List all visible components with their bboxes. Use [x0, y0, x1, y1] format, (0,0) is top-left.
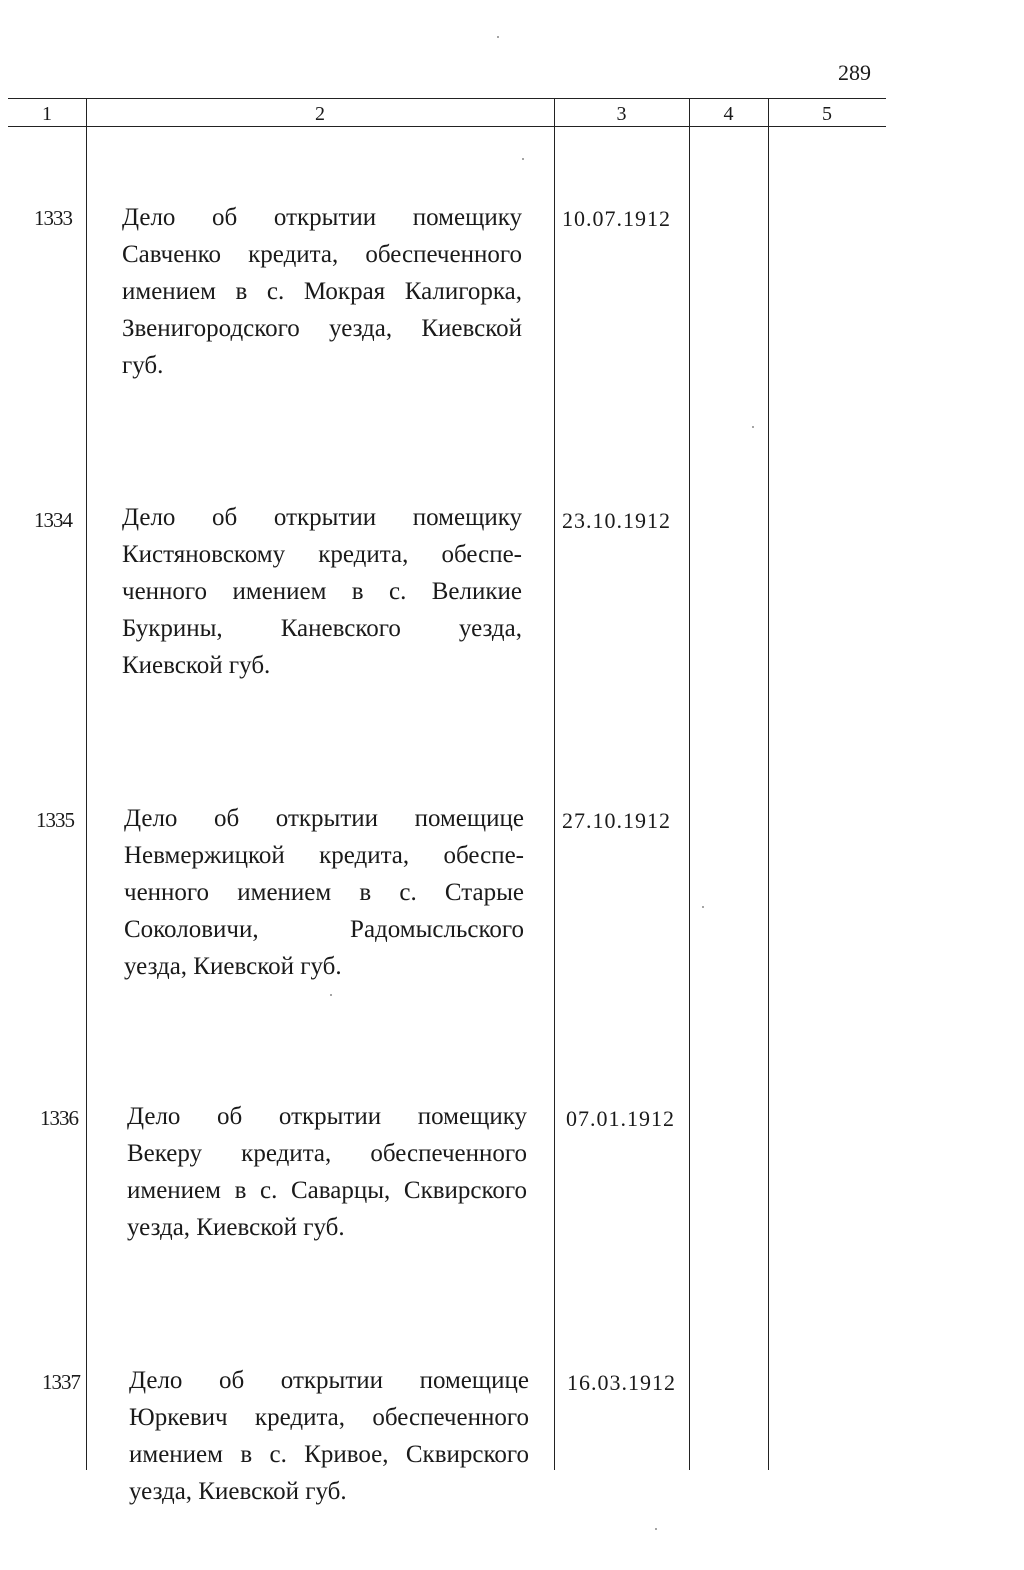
description-line: Дело об открытии помещице [124, 805, 524, 832]
page-number: 289 [838, 60, 871, 85]
description-line: Дело об открытии помещику [127, 1103, 527, 1130]
description-line: губ. [122, 352, 164, 379]
description-line: Дело об открытии помещику [122, 504, 522, 531]
column-header-1: 1 [42, 103, 52, 125]
description-line: Дело об открытии помещику [122, 204, 522, 231]
description-line: Векеру кредита, обеспеченного [127, 1140, 527, 1167]
record-description [124, 800, 524, 985]
description-line: Букрины, Каневского уезда, [122, 615, 522, 642]
record-description [122, 499, 522, 684]
description-line: Невмержицкой кредита, обеспе- [124, 842, 524, 869]
record-number: 1334 [34, 508, 72, 532]
record-description [129, 1362, 529, 1510]
column-header-3: 3 [616, 103, 627, 125]
description-line: Соколовичи, Радомысльского [124, 916, 524, 943]
record-number: 1336 [40, 1106, 78, 1130]
column-divider-1 [86, 98, 87, 1470]
scan-speck [752, 426, 754, 428]
column-divider-2 [554, 98, 555, 1470]
column-divider-3 [689, 98, 690, 1470]
description-line: Кистяновскому кредита, обеспе- [122, 541, 522, 568]
description-line: имением в с. Кривое, Сквирского [129, 1441, 529, 1468]
description-line: Дело об открытии помещице [129, 1367, 529, 1394]
description-line: уезда, Киевской губ. [124, 953, 342, 980]
description-line: Звенигородского уезда, Киевской [122, 315, 522, 342]
scan-speck [522, 158, 524, 160]
scan-speck [702, 906, 704, 908]
record-number: 1333 [34, 206, 72, 230]
record-number: 1335 [36, 808, 74, 832]
description-line: уезда, Киевской губ. [127, 1214, 345, 1241]
scan-speck [655, 1528, 657, 1530]
description-line: Юркевич кредита, обеспеченного [129, 1404, 529, 1431]
record-number: 1337 [42, 1370, 80, 1394]
column-divider-4 [768, 98, 769, 1470]
description-line: ченного имением в с. Великие [122, 578, 522, 605]
description-line: ченного имением в с. Старые [124, 879, 524, 906]
record-description [127, 1098, 527, 1246]
record-description [122, 199, 522, 384]
header-bottom-rule [8, 126, 886, 127]
description-line: имением в с. Мокрая Калигорка, [122, 278, 522, 305]
description-line: уезда, Киевской губ. [129, 1478, 347, 1505]
record-date: 07.01.1912 [566, 1106, 675, 1131]
record-date: 23.10.1912 [562, 508, 671, 533]
scan-speck [497, 36, 499, 38]
column-header-2: 2 [315, 103, 325, 125]
description-line: Киевской губ. [122, 652, 271, 679]
header-top-rule [8, 98, 886, 99]
scan-speck [330, 994, 332, 996]
record-date: 10.07.1912 [562, 206, 671, 231]
column-header-5: 5 [822, 103, 832, 125]
description-line: имением в с. Саварцы, Сквирского [127, 1177, 527, 1204]
record-date: 27.10.1912 [562, 808, 671, 833]
description-line: Савченко кредита, обеспеченного [122, 241, 522, 268]
record-date: 16.03.1912 [567, 1370, 676, 1395]
column-header-4: 4 [723, 103, 734, 125]
